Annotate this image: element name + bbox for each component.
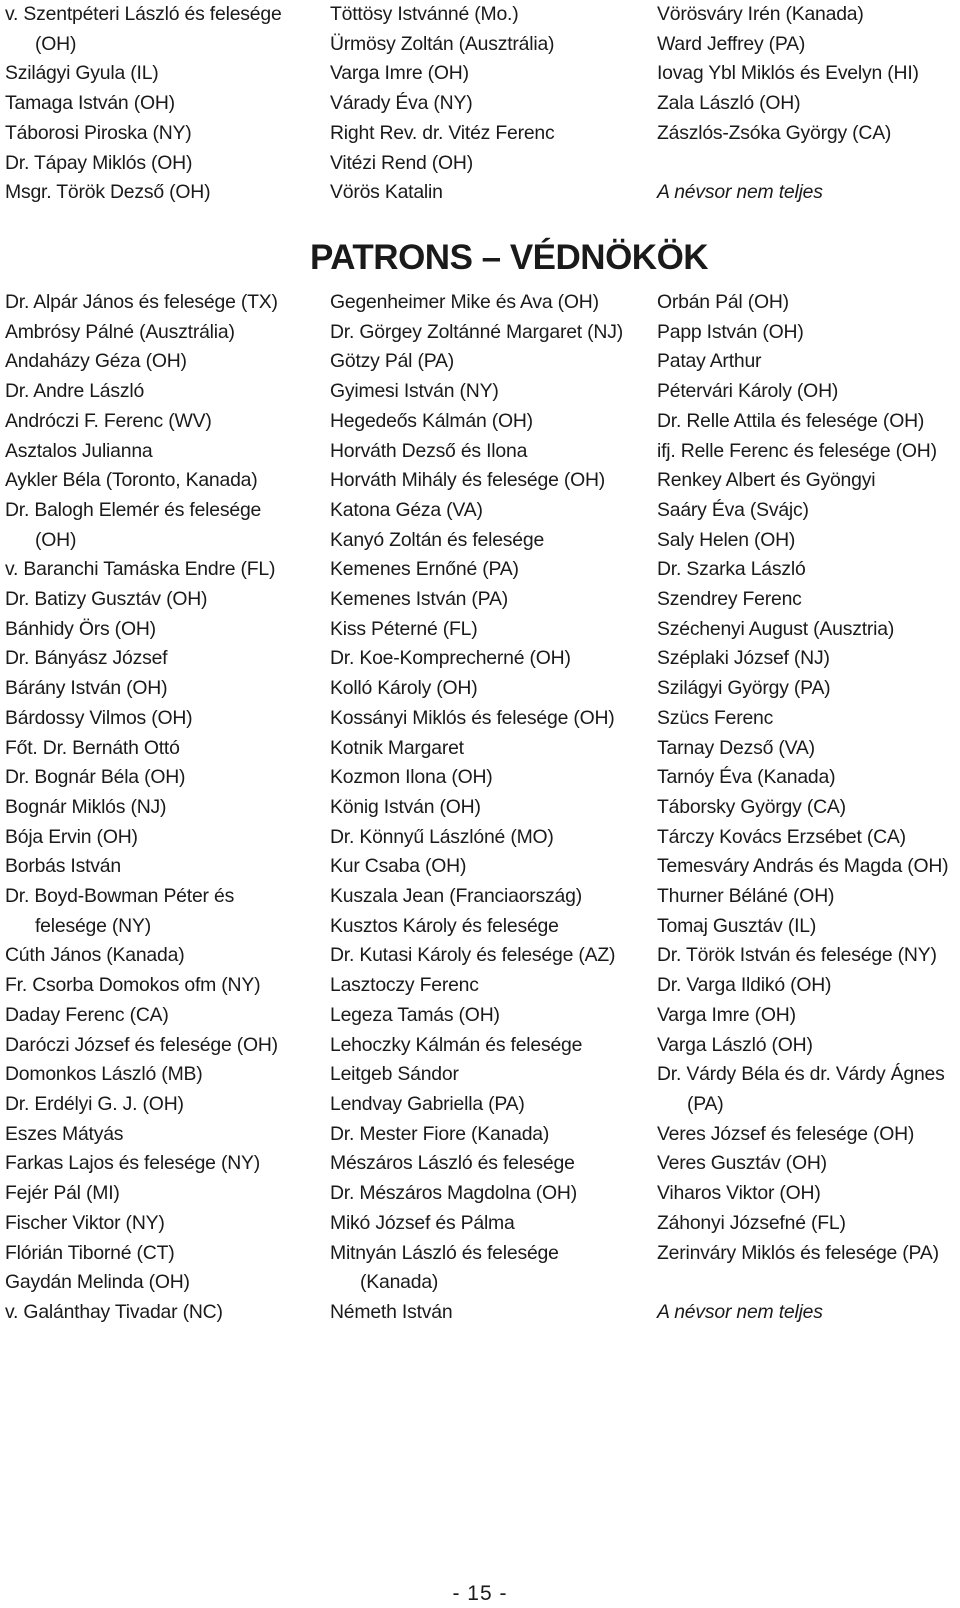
list-item: Bognár Miklós (NJ) (5, 795, 167, 818)
list-item: Kemenes Ernőné (PA) (330, 558, 519, 581)
list-item: Renkey Albert és Gyöngyi (657, 469, 876, 492)
list-item: Ward Jeffrey (PA) (657, 32, 806, 55)
spacer (657, 1268, 948, 1298)
list-item: v. Baranchi Tamáska Endre (FL) (5, 558, 276, 581)
list-item: Dr. Bognár Béla (OH) (5, 766, 186, 789)
page-number: - 15 - (452, 1582, 508, 1605)
list-item: Veres József és felesége (OH) (657, 1122, 915, 1145)
list-item: Farkas Lajos és felesége (NY) (5, 1152, 261, 1175)
list-item: Leitgeb Sándor (330, 1063, 459, 1086)
list-item: Kur Csaba (OH) (330, 855, 467, 878)
donor-list-column-1 (5, 0, 282, 208)
list-item: Lendvay Gabriella (PA) (330, 1092, 525, 1115)
list-item: Mészáros László és felesége (330, 1152, 575, 1175)
list-item: Dr. Görgey Zoltánné Margaret (NJ) (330, 320, 623, 343)
list-item: Andróczi F. Ferenc (WV) (5, 409, 212, 432)
list-item: Töttösy Istvánné (Mo.) (330, 3, 519, 25)
patrons-column-3 (657, 288, 948, 1328)
list-item: Dr. Várdy Béla és dr. Várdy Ágnes (657, 1063, 945, 1086)
list-item: Kuszala Jean (Franciaország) (330, 885, 582, 908)
list-item: Dr. Balogh Elemér és felesége (5, 498, 262, 521)
list-item: Dr. Mészáros Magdolna (OH) (330, 1182, 577, 1205)
list-item: Horváth Dezső és Ilona (330, 439, 528, 462)
list-item: Tárczy Kovács Erzsébet (CA) (657, 825, 906, 848)
list-item: Szilágyi György (PA) (657, 677, 831, 700)
list-item: Dr. Török István és felesége (NY) (657, 944, 937, 967)
list-item: Mikó József és Pálma (330, 1211, 515, 1234)
list-item: Gaydán Melinda (OH) (5, 1271, 190, 1294)
list-item: Patay Arthur (657, 350, 762, 373)
list-note: A névsor nem teljes (657, 181, 823, 204)
patrons-heading: PATRONS – VÉDNÖKÖK (310, 238, 709, 277)
list-item: Götzy Pál (PA) (330, 350, 454, 373)
list-item: Tomaj Gusztáv (IL) (657, 914, 817, 937)
donor-list-column-2 (330, 0, 555, 208)
list-item: Zerinváry Miklós és felesége (PA) (657, 1241, 939, 1264)
list-item: Right Rev. dr. Vitéz Ferenc (330, 121, 555, 144)
list-item: Dr. Alpár János és felesége (TX) (5, 291, 278, 313)
list-item: Horváth Mihály és felesége (OH) (330, 469, 606, 492)
list-item: Ürmösy Zoltán (Ausztrália) (330, 32, 555, 55)
list-item: Dr. Batizy Gusztáv (OH) (5, 588, 208, 611)
list-item: Lasztoczy Ferenc (330, 974, 479, 997)
list-item: Dr. Koe-Komprecherné (OH) (330, 647, 571, 670)
list-item: Dr. Relle Attila és felesége (OH) (657, 409, 925, 432)
list-item: Zala László (OH) (657, 92, 801, 115)
list-item: Vörös Katalin (330, 181, 443, 204)
list-item: Táborosi Piroska (NY) (5, 121, 192, 144)
list-item: Kanyó Zoltán és felesége (330, 528, 545, 551)
list-item: Fischer Viktor (NY) (5, 1211, 165, 1234)
list-item: Pétervári Károly (OH) (657, 380, 839, 403)
list-item: Dr. Tápay Miklós (OH) (5, 151, 193, 174)
list-item: Záhonyi Józsefné (FL) (657, 1211, 846, 1234)
list-item: Ambrósy Pálné (Ausztrália) (5, 320, 235, 343)
list-item: Németh István (330, 1300, 453, 1323)
list-item: Szücs Ferenc (657, 706, 774, 729)
list-item: Tarnay Dezső (VA) (657, 736, 815, 759)
list-item: Hegedeős Kálmán (OH) (330, 409, 533, 432)
list-item: felesége (NY) (35, 914, 151, 937)
list-item: Saly Helen (OH) (657, 528, 796, 551)
list-item: Bánhidy Örs (OH) (5, 617, 156, 640)
list-item: Cúth János (Kanada) (5, 944, 185, 967)
list-item: Dr. Könnyű Lászlóné (MO) (330, 825, 554, 848)
list-item: Bárány István (OH) (5, 677, 168, 700)
list-item: Kotnik Margaret (330, 736, 464, 759)
list-item: Dr. Mester Fiore (Kanada) (330, 1122, 550, 1145)
list-item: König István (OH) (330, 795, 481, 818)
list-item: Kiss Péterné (FL) (330, 617, 478, 640)
list-item: Bárdossy Vilmos (OH) (5, 706, 193, 729)
list-item: Orbán Pál (OH) (657, 291, 789, 313)
list-item: Dr. Boyd-Bowman Péter és (5, 885, 235, 908)
list-item: Dr. Kutasi Károly és felesége (AZ) (330, 944, 616, 967)
list-item: Viharos Viktor (OH) (657, 1182, 821, 1205)
list-item: Flórián Tiborné (CT) (5, 1241, 175, 1264)
list-item: Tamaga István (OH) (5, 92, 175, 115)
list-item: (Kanada) (360, 1271, 439, 1294)
list-item: Msgr. Török Dezső (OH) (5, 181, 211, 204)
list-item: Főt. Dr. Bernáth Ottó (5, 736, 180, 759)
list-item: Táborsky György (CA) (657, 795, 846, 818)
list-item: Várady Éva (NY) (330, 92, 473, 115)
list-item: Aykler Béla (Toronto, Kanada) (5, 469, 258, 492)
patrons-column-1 (5, 288, 278, 1328)
list-item: Dr. Erdélyi G. J. (OH) (5, 1092, 184, 1115)
list-item: Domonkos László (MB) (5, 1063, 203, 1086)
list-item: Veres Gusztáv (OH) (657, 1152, 827, 1175)
list-item: Fejér Pál (MI) (5, 1182, 120, 1205)
list-item: ifj. Relle Ferenc és felesége (OH) (657, 439, 937, 462)
list-item: Bója Ervin (OH) (5, 825, 138, 848)
list-item: v. Galánthay Tivadar (NC) (5, 1300, 223, 1323)
list-item: Varga László (OH) (657, 1033, 813, 1056)
list-item: Legeza Tamás (OH) (330, 1003, 500, 1026)
list-item: Széchenyi August (Ausztria) (657, 617, 895, 640)
list-item: Kemenes István (PA) (330, 588, 508, 611)
list-item: Andaházy Géza (OH) (5, 350, 187, 373)
list-item: Zászlós-Zsóka György (CA) (657, 121, 892, 144)
list-item: Kossányi Miklós és felesége (OH) (330, 706, 615, 729)
list-item: Mitnyán László és felesége (330, 1241, 559, 1264)
list-item: Kolló Károly (OH) (330, 677, 478, 700)
list-item: v. Szentpéteri László és felesége (5, 3, 282, 25)
list-item: Szendrey Ferenc (657, 588, 802, 611)
list-item: Széplaki József (NJ) (657, 647, 830, 670)
list-item: Daróczi József és felesége (OH) (5, 1033, 278, 1056)
list-item: Thurner Béláné (OH) (657, 885, 835, 908)
list-item: Szilágyi Gyula (IL) (5, 62, 159, 85)
list-item: Katona Géza (VA) (330, 498, 483, 521)
list-item: (OH) (35, 32, 77, 55)
list-item: Daday Ferenc (CA) (5, 1003, 169, 1026)
list-item: Temesváry András és Magda (OH) (657, 855, 949, 878)
list-item: Fr. Csorba Domokos ofm (NY) (5, 974, 261, 997)
list-item: (OH) (35, 528, 77, 551)
list-item: (PA) (687, 1092, 724, 1115)
list-item: Dr. Bányász József (5, 647, 168, 670)
list-item: Tarnóy Éva (Kanada) (657, 766, 836, 789)
list-item: Varga Imre (OH) (330, 62, 469, 85)
list-item: Dr. Szarka László (657, 558, 806, 581)
list-note: A névsor nem teljes (657, 1300, 823, 1323)
list-item: Iovag Ybl Miklós és Evelyn (HI) (657, 62, 919, 85)
list-item: Borbás István (5, 855, 121, 878)
spacer (657, 149, 919, 179)
patrons-column-2 (330, 288, 623, 1328)
list-item: Vörösváry Irén (Kanada) (657, 3, 864, 25)
list-item: Kusztos Károly és felesége (330, 914, 559, 937)
list-item: Lehoczky Kálmán és felesége (330, 1033, 583, 1056)
list-item: Kozmon Ilona (OH) (330, 766, 493, 789)
list-item: Vitézi Rend (OH) (330, 151, 473, 174)
list-item: Asztalos Julianna (5, 439, 153, 462)
list-item: Saáry Éva (Svájc) (657, 498, 809, 521)
list-item: Papp István (OH) (657, 320, 804, 343)
donor-list-column-3 (657, 0, 919, 208)
list-item: Gegenheimer Mike és Ava (OH) (330, 291, 599, 313)
list-item: Dr. Varga Ildikó (OH) (657, 974, 832, 997)
list-item: Eszes Mátyás (5, 1122, 124, 1145)
list-item: Varga Imre (OH) (657, 1003, 796, 1026)
list-item: Gyimesi István (NY) (330, 380, 499, 403)
list-item: Dr. Andre László (5, 380, 145, 403)
